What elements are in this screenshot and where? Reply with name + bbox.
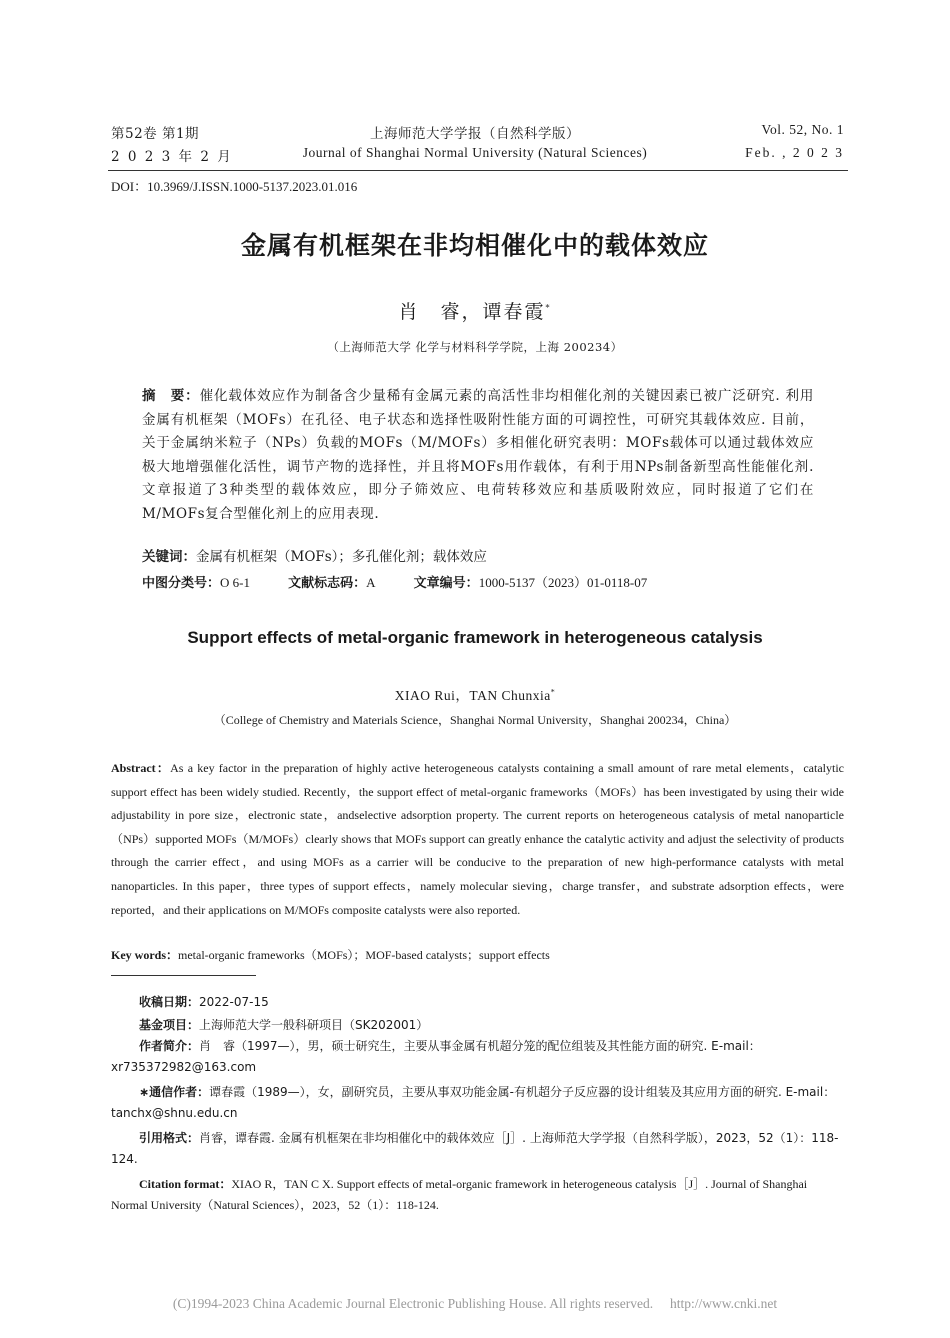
affiliation-cn: （上海师范大学 化学与材料科学学院，上海 200234） [327, 340, 623, 354]
citation-cn-value: 肖睿，谭春霞. 金属有机框架在非均相催化中的载体效应［J］. 上海师范大学学报（自然科学版），2023，52（1）：118-124. [111, 1131, 839, 1166]
abstract-cn-label: 摘 要： [142, 388, 200, 404]
authors-en [0, 684, 950, 704]
corresponding-value: 谭春霞（1989—），女，副研究员，主要从事双功能金属-有机超分子反应器的设计组装及其应用方面的研究. E-mail：tanchx@shnu.edu.cn [111, 1085, 836, 1120]
classification-line [142, 572, 681, 591]
footnote-citation-en [111, 1174, 844, 1216]
footnote-corresponding [111, 1082, 844, 1124]
header-rule [108, 170, 848, 171]
copyright-notice: (C)1994-2023 China Academic Journal Electronic Publishing House. All rights reserved. http://www.cnki.net [172, 1296, 778, 1311]
article-number-label: 文章编号： [413, 576, 479, 591]
affiliation-en: （College of Chemistry and Materials Science，Shanghai Normal University，Shanghai 200234，China） [213, 713, 737, 727]
abstract-en-text: As a key factor in the preparation of highly active heterogeneous catalysts containing a small amount of rare metal elements，catalytic support effect has been widely studied. Recently，the support effect of metal-organic frameworks（MOFs）has been investigated by using their wide adjustability in pore size，electronic state，andselective adsorption property. The current reports on heterogeneous catalysis of metal nanoparticle（NPs）supported MOFs（M/MOFs）clearly shows that MOFs support can greatly enhance the catalytic activity and adjust the selectivity of products through the carrier effect，and using MOFs as a carrier will be conducive to the preparation of new high-performance catalysts with metal nanoparticles. In this paper，three types of support effects，namely molecular sieving，charge transfer，and substrate adsorption effects，were reported，and their applications on M/MOFs composite catalysts were also reported. [111, 761, 844, 917]
article-number-value: 1000-5137（2023）01-0118-07 [478, 575, 648, 590]
citation-en-label: Citation format： [139, 1177, 232, 1191]
header-journal-cn: 上海师范大学学报（自然科学版） [370, 126, 580, 142]
header-volume-en: Vol. 52, No. 1 [761, 122, 844, 137]
keywords-cn-label: 关键词： [142, 549, 196, 565]
footnote-received [139, 992, 269, 1013]
citation-en-value: XIAO R，TAN C X. Support effects of metal-organic framework in heterogeneous catalysis［J］. Journal of Shanghai Normal University（Natural Sciences），2023，52（1）：118-124. [111, 1177, 808, 1212]
abstract-en-label: Abstract： [111, 761, 171, 775]
abstract-cn-text: 催化载体效应作为制备含少量稀有金属元素的高活性非均相催化剂的关键因素已被广泛研究. 利用金属有机框架（MOFs）在孔径、电子状态和选择性吸附性能方面的可调控性，可研究其载体效应. 目前，关于金属纳米粒子（NPs）负载的MOFs（M/MOFs）多相催化研究表明：MOFs载体可以通过载体效应极大地增强催化活性，调节产物的选择性，并且将MOFs用作载体，有利于用NPs制备新型高性能催化剂. 文章报道了3种类型的载体效应，即分子筛效应、电荷转移效应和基质吸附效应，同时报道了它们在M/MOFs复合型催化剂上的应用表现. [142, 388, 815, 522]
header-volume-cn: 第52卷 第1期 [111, 126, 200, 142]
doc-code-label: 文献标志码： [288, 576, 367, 591]
footnote-rule [111, 975, 256, 976]
footnote-fund [139, 1015, 428, 1036]
received-label: 收稿日期： [139, 995, 200, 1009]
keywords-cn-text: 金属有机框架（MOFs）；多孔催化剂；载体效应 [196, 549, 487, 565]
authors-cn-names: 肖 睿，谭春霞 [398, 301, 546, 323]
clc-label: 中图分类号： [142, 576, 221, 591]
keywords-cn [142, 545, 487, 565]
title-cn: 金属有机框架在非均相催化中的载体效应 [240, 231, 709, 260]
footnote-citation-cn [111, 1128, 844, 1170]
corresponding-mark-en: * [550, 687, 556, 697]
title-en: Support effects of metal-organic framework in heterogeneous catalysis [187, 628, 763, 647]
corresponding-label: 通信作者： [149, 1085, 210, 1099]
received-value: 2022-07-15 [199, 995, 269, 1009]
author-bio-value: 肖 睿（1997—），男，硕士研究生，主要从事金属有机超分笼的配位组装及其性能方面的研究. E-mail：xr735372982@163.com [111, 1039, 761, 1074]
citation-cn-label: 引用格式： [139, 1131, 200, 1145]
abstract-en [111, 757, 844, 922]
footnote-author [111, 1036, 844, 1078]
corresponding-mark: ∗ [139, 1085, 150, 1099]
authors-en-names: XIAO Rui，TAN Chunxia [394, 688, 551, 703]
doc-code-value: A [366, 575, 376, 590]
keywords-en-text: metal-organic frameworks（MOFs）；MOF-based catalysts；support effects [178, 948, 550, 962]
header-journal-en: Journal of Shanghai Normal University (Natural Sciences) [302, 145, 648, 160]
fund-label: 基金项目： [139, 1018, 200, 1032]
keywords-en [111, 946, 550, 963]
header-date-en: Feb. , 2 0 2 3 [745, 145, 844, 160]
doi: DOI：10.3969/J.ISSN.1000-5137.2023.01.016 [111, 179, 358, 194]
header-date-cn: 2 0 2 3 年 2 月 [111, 149, 233, 165]
author-bio-label: 作者简介： [139, 1039, 200, 1053]
keywords-en-label: Key words： [111, 948, 178, 962]
clc-value: O 6-1 [220, 575, 250, 590]
authors-cn [0, 297, 950, 324]
abstract-cn [142, 385, 814, 527]
corresponding-mark-cn: * [545, 303, 552, 313]
fund-value: 上海师范大学一般科研项目（SK202001） [199, 1018, 429, 1032]
